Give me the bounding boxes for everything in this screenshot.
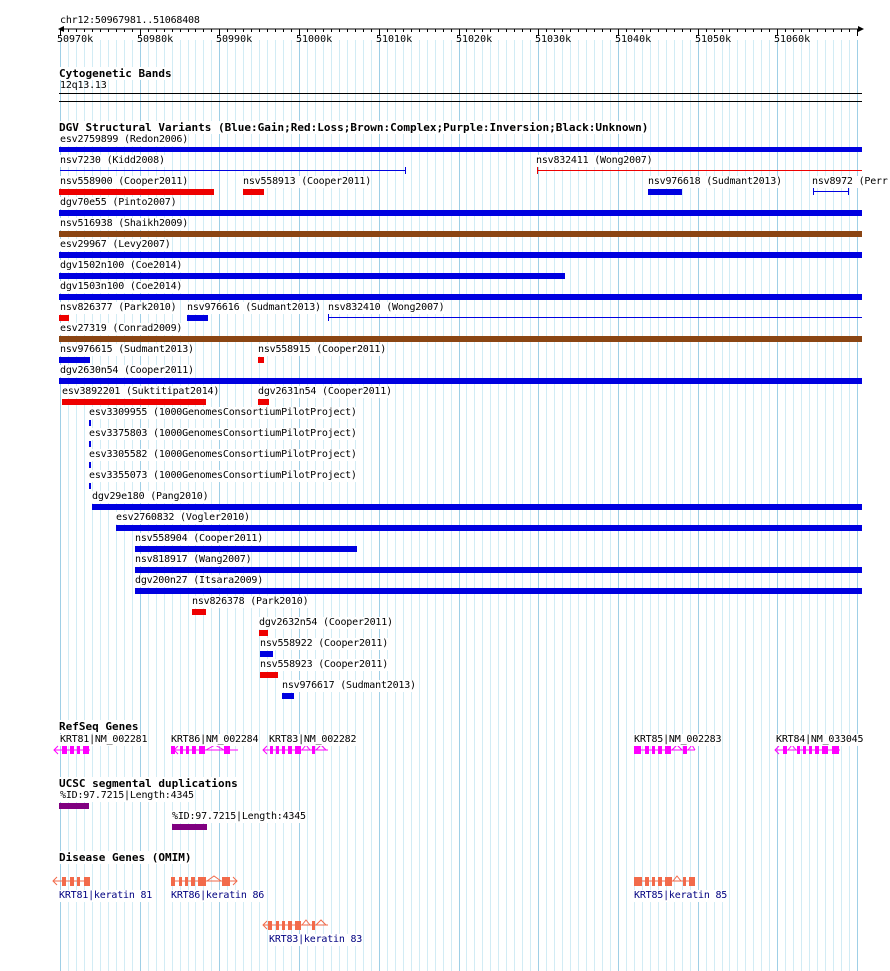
- dgv-feature-label: esv3375803 (1000GenomesConsortiumPilotProject): [89, 428, 357, 439]
- dgv-feature-label: nsv558923 (Cooper2011): [260, 659, 389, 670]
- ruler-tick-label: 50990k: [216, 34, 253, 45]
- ruler-tick-label: 51050k: [695, 34, 732, 45]
- dgv-feature-label: dgv2631n54 (Cooper2011): [258, 386, 392, 397]
- ruler-tick-label: 50970k: [57, 34, 94, 45]
- dgv-feature-label: nsv558900 (Cooper2011): [60, 176, 189, 187]
- omim-gene-label[interactable]: KRT85|keratin 85: [634, 890, 728, 901]
- dgv-feature-label: nsv832411 (Wong2007): [536, 155, 653, 166]
- ruler-tick-label: 51000k: [296, 34, 333, 45]
- cytobands-track-title[interactable]: Cytogenetic Bands: [59, 67, 172, 80]
- dgv-feature-label: nsv558913 (Cooper2011): [243, 176, 372, 187]
- dgv-feature-label: dgv200n27 (Itsara2009): [135, 575, 264, 586]
- ruler-tick-label: 51020k: [456, 34, 493, 45]
- dgv-feature-label: nsv558904 (Cooper2011): [135, 533, 264, 544]
- omim-gene-model: [634, 876, 695, 886]
- dgv-feature-label: esv3892201 (Suktitipat2014): [62, 386, 220, 397]
- segdups-track-title[interactable]: UCSC segmental duplications: [59, 777, 238, 790]
- omim-gene-model: [53, 877, 90, 886]
- dgv-feature-label: nsv976618 (Sudmant2013): [648, 176, 782, 187]
- dgv-feature-label: nsv818917 (Wang2007): [135, 554, 252, 565]
- dgv-feature-label: esv27319 (Conrad2009): [60, 323, 183, 334]
- dgv-feature-label: esv3305582 (1000GenomesConsortiumPilotProject): [89, 449, 357, 460]
- omim-track-title[interactable]: Disease Genes (OMIM): [59, 851, 192, 864]
- ruler-tick-label: 51030k: [535, 34, 572, 45]
- dgv-feature-label: nsv8972 (Perr: [812, 176, 888, 187]
- ruler-tick-label: 51010k: [376, 34, 413, 45]
- segdup-label: %ID:97.7215|Length:4345: [172, 811, 306, 822]
- dgv-feature-label: nsv558922 (Cooper2011): [260, 638, 389, 649]
- refseq-track-title[interactable]: RefSeq Genes: [59, 720, 139, 733]
- dgv-feature-label: nsv7230 (Kidd2008): [60, 155, 165, 166]
- dgv-feature-label: nsv558915 (Cooper2011): [258, 344, 387, 355]
- dgv-feature-label: nsv976615 (Sudmant2013): [60, 344, 194, 355]
- omim-gene-label[interactable]: KRT86|keratin 86: [171, 890, 265, 901]
- dgv-track-title[interactable]: DGV Structural Variants (Blue:Gain;Red:Loss;Brown:Complex;Purple:Inversion;Black:Unknown): [59, 121, 649, 134]
- dgv-feature-label: nsv976616 (Sudmant2013): [187, 302, 321, 313]
- dgv-feature-label: dgv2630n54 (Cooper2011): [60, 365, 194, 376]
- omim-gene-model: [171, 876, 237, 886]
- ruler-range-label: chr12:50967981..51068408: [60, 15, 200, 26]
- dgv-feature-label: esv2760832 (Vogler2010): [116, 512, 250, 523]
- omim-gene-model: [263, 920, 328, 930]
- dgv-feature-label: dgv29e180 (Pang2010): [92, 491, 209, 502]
- ruler-tick-label: 51060k: [774, 34, 811, 45]
- cytoband-label: 12q13.13: [60, 80, 107, 91]
- ruler-tick-label: 50980k: [137, 34, 174, 45]
- dgv-feature-label: nsv832410 (Wong2007): [328, 302, 445, 313]
- refseq-gene-label: KRT85|NM_002283: [634, 734, 722, 745]
- dgv-feature-label: dgv1503n100 (Coe2014): [60, 281, 183, 292]
- omim-gene-label[interactable]: KRT83|keratin 83: [269, 934, 363, 945]
- refseq-gene-label: KRT86|NM_002284: [171, 734, 259, 745]
- dgv-feature-label: nsv826378 (Park2010): [192, 596, 309, 607]
- dgv-feature-label: esv3309955 (1000GenomesConsortiumPilotProject): [89, 407, 357, 418]
- dgv-feature-label: dgv70e55 (Pinto2007): [60, 197, 177, 208]
- dgv-feature-label: dgv1502n100 (Coe2014): [60, 260, 183, 271]
- dgv-feature-label: esv2759899 (Redon2006): [60, 134, 189, 145]
- dgv-feature-label: nsv516938 (Shaikh2009): [60, 218, 189, 229]
- ruler-tick-label: 51040k: [615, 34, 652, 45]
- refseq-gene-label: KRT81|NM_002281: [60, 734, 148, 745]
- refseq-gene-label: KRT83|NM_002282: [269, 734, 357, 745]
- dgv-feature-label: esv3355073 (1000GenomesConsortiumPilotProject): [89, 470, 357, 481]
- dgv-feature-label: dgv2632n54 (Cooper2011): [259, 617, 393, 628]
- dgv-feature-label: esv29967 (Levy2007): [60, 239, 171, 250]
- segdup-label: %ID:97.7215|Length:4345: [60, 790, 194, 801]
- dgv-feature-label: nsv976617 (Sudmant2013): [282, 680, 416, 691]
- refseq-gene-label: KRT84|NM_033045: [776, 734, 864, 745]
- omim-gene-label[interactable]: KRT81|keratin 81: [59, 890, 153, 901]
- dgv-feature-label: nsv826377 (Park2010): [60, 302, 177, 313]
